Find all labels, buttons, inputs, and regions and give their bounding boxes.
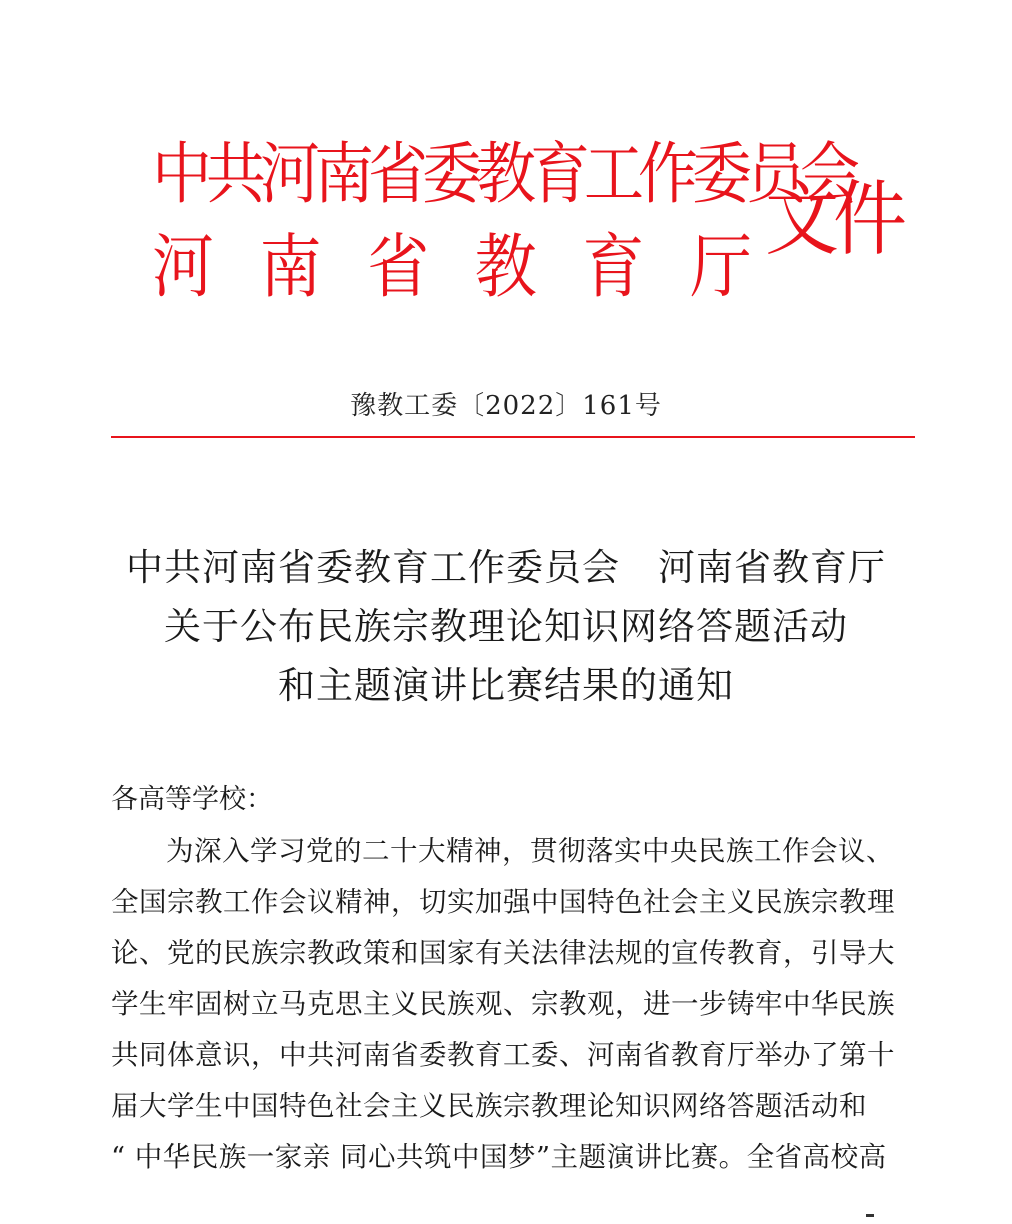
header-org-line-1: 中共河南省委教育工作委员会 [152, 135, 854, 214]
title-line: 关于公布民族宗教理论知识网络答题活动 [164, 605, 848, 648]
document-number: 豫教工委〔2022〕161号 [350, 391, 662, 421]
salutation: 各高等学校： [111, 784, 273, 815]
header-org-line-2 [152, 222, 752, 312]
page-number-mark [866, 1214, 874, 1217]
document-title [0, 538, 1012, 715]
title-line: 中共河南省委教育工作委员会 河南省教育厅 [126, 546, 886, 589]
body-line: 论、党的民族宗教政策和国家有关法律法规的宣传教育，引导大 [111, 937, 895, 969]
body-line: 届大学生中国特色社会主义民族宗教理论知识网络答题活动和 [111, 1090, 867, 1122]
body-line: 共同体意识，中共河南省委教育工委、河南省教育厅举办了第十 [111, 1039, 895, 1071]
header-org-line-2-char: 省 [367, 225, 430, 308]
header-org-line-2-char: 厅 [689, 225, 752, 308]
title-line: 和主题演讲比赛结果的通知 [278, 664, 734, 707]
header-org-line-2-char: 南 [259, 225, 322, 308]
body-line: 学生牢固树立马克思主义民族观、宗教观，进一步铸牢中华民族 [111, 988, 895, 1020]
body-paragraph [111, 826, 921, 1183]
header-org-line-2-char: 教 [474, 225, 537, 308]
header-document-word: 文件 [765, 172, 901, 267]
header-org-line-2-char: 河 [152, 225, 215, 308]
red-divider-line [111, 436, 915, 438]
body-line: “ 中华民族一家亲 同心共筑中国梦”主题演讲比赛。全省高校高 [111, 1141, 887, 1173]
body-line: 全国宗教工作会议精神，切实加强中国特色社会主义民族宗教理 [111, 886, 895, 918]
header-org-line-2-char: 育 [582, 225, 645, 308]
body-line: 为深入学习党的二十大精神，贯彻落实中央民族工作会议、 [166, 835, 894, 867]
